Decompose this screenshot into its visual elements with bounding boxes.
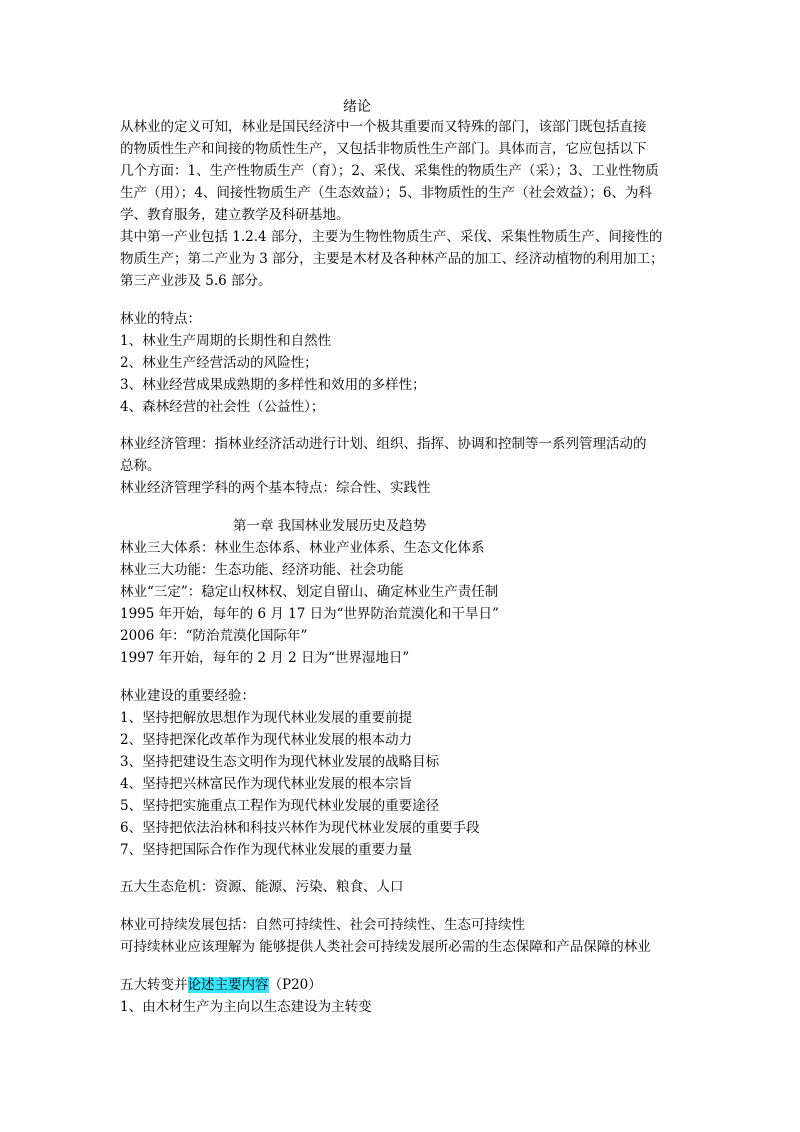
experience-item: 2、坚持把深化改革作为现代林业发展的根本动力 bbox=[120, 732, 413, 748]
highlighted-text: 论述主要内容 bbox=[187, 977, 269, 993]
sustain-line: 林业可持续发展包括：自然可持续性、社会可持续性、生态可持续性 bbox=[120, 917, 525, 933]
transform-prefix: 五大转变并 bbox=[120, 977, 188, 993]
intro-line: 第三产业涉及 5.6 部分。 bbox=[120, 273, 272, 289]
experience-item: 6、坚持把依法治林和科技兴林作为现代林业发展的重要手段 bbox=[120, 820, 480, 836]
experience-item: 7、坚持把国际合作作为现代林业发展的重要力量 bbox=[120, 842, 413, 858]
intro-line: 学、教育服务，建立教学及科研基地。 bbox=[120, 207, 350, 223]
feature-item: 1、林业生产周期的长期性和自然性 bbox=[120, 333, 332, 349]
experience-heading: 林业建设的重要经验： bbox=[120, 688, 255, 704]
transform-item: 1、由木材生产为主向以生态建设为主转变 bbox=[120, 999, 372, 1015]
intro-line: 的物质性生产和间接的物质性生产，又包括非物质性生产部门。具体而言，它应包括以下 bbox=[120, 141, 647, 157]
transform-suffix: （P20） bbox=[268, 977, 322, 993]
experience-item: 1、坚持把解放思想作为现代林业发展的重要前提 bbox=[120, 710, 413, 726]
feature-item: 4、森林经营的社会性（公益性）； bbox=[120, 399, 325, 415]
experience-item: 5、坚持把实施重点工程作为现代林业发展的重要途径 bbox=[120, 798, 440, 814]
page-title: 绪论 bbox=[343, 99, 371, 115]
chapter-line: 1995 年开始，每年的 6 月 17 日为“世界防治荒漠化和干旱日” bbox=[120, 606, 499, 622]
intro-line: 几个方面：1、生产性物质生产（育）；2、采伐、采集性的物质生产（采）；3、工业性物质 bbox=[120, 163, 659, 179]
intro-line: 生产（用）；4、间接性物质生产（生态效益）；5、非物质性的生产（社会效益）；6、为科 bbox=[120, 185, 653, 201]
mgmt-line: 总称。 bbox=[120, 458, 161, 474]
mgmt-line: 林业经济管理：指林业经济活动进行计划、组织、指挥、协调和控制等一系列管理活动的 bbox=[120, 436, 647, 452]
chapter-title: 第一章 我国林业发展历史及趋势 bbox=[233, 518, 427, 534]
intro-line: 其中第一产业包括 1.2.4 部分，主要为生物性物质生产、采伐、采集性物质生产、间接性的 bbox=[120, 229, 663, 245]
sustain-line: 可持续林业应该理解为 能够提供人类社会可持续发展所必需的生态保障和产品保障的林业 bbox=[120, 939, 651, 955]
chapter-line: 林业三大功能：生态功能、经济功能、社会功能 bbox=[120, 562, 404, 578]
chapter-line: 2006 年：“防治荒漠化国际年” bbox=[120, 628, 308, 644]
chapter-line: 林业“三定”：稳定山权林权、划定自留山、确定林业生产责任制 bbox=[120, 584, 499, 600]
transform-heading bbox=[120, 974, 322, 996]
feature-item: 3、林业经营成果成熟期的多样性和效用的多样性； bbox=[120, 377, 426, 393]
chapter-line: 1997 年开始，每年的 2 月 2 日为“世界湿地日” bbox=[120, 650, 410, 666]
mgmt-line: 林业经济管理学科的两个基本特点：综合性、实践性 bbox=[120, 480, 431, 496]
features-heading: 林业的特点： bbox=[120, 311, 201, 327]
experience-item: 4、坚持把兴林富民作为现代林业发展的根本宗旨 bbox=[120, 776, 413, 792]
crisis-line: 五大生态危机：资源、能源、污染、粮食、人口 bbox=[120, 879, 404, 895]
intro-line: 从林业的定义可知，林业是国民经济中一个极其重要而又特殊的部门，该部门既包括直接 bbox=[120, 119, 647, 135]
intro-line: 物质生产；第二产业为 3 部分，主要是木材及各种林产品的加工、经济动植物的利用加工； bbox=[120, 251, 664, 267]
experience-item: 3、坚持把建设生态文明作为现代林业发展的战略目标 bbox=[120, 754, 440, 770]
feature-item: 2、林业生产经营活动的风险性； bbox=[120, 355, 318, 371]
chapter-line: 林业三大体系：林业生态体系、林业产业体系、生态文化体系 bbox=[120, 540, 485, 556]
